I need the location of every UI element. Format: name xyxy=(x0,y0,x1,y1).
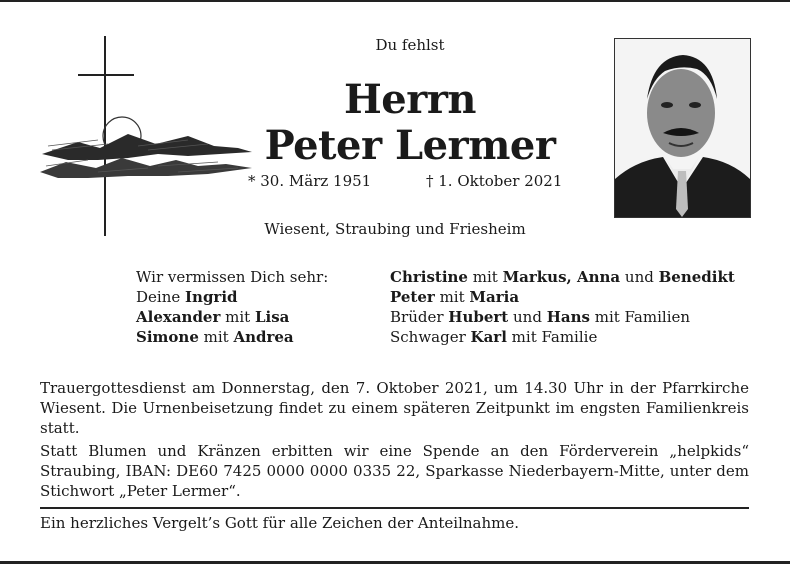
thanks-line: Ein herzliches Vergelt’s Gott für alle Zeichen der Anteilnahme. xyxy=(40,514,520,532)
cross-vertical-beam xyxy=(104,36,106,236)
mourner-line-right-2 xyxy=(390,287,770,307)
portrait-photo xyxy=(614,38,751,218)
mourner-name: Lisa xyxy=(254,308,290,326)
mourner-text: mit Familie xyxy=(506,328,598,346)
mourner-name: Hans xyxy=(546,308,590,326)
mourner-text: mit xyxy=(220,308,255,326)
cross-landscape-illustration xyxy=(38,36,258,236)
mourner-line-right-4 xyxy=(390,327,770,347)
mourner-line-right-1 xyxy=(390,267,770,287)
donation-request: Statt Blumen und Kränzen erbitten wir eine Spende an den Förderverein „helpkids“ Straubing, IBAN: DE60 7425 0000 0000 0335 22, Sparkasse Niederbayern-Mitte, unter dem Stichwort „Peter Lermer“. xyxy=(40,442,749,500)
birth-date: * 30. März 1951 xyxy=(248,172,372,190)
mourner-text: und xyxy=(508,308,547,326)
service-announcement: Trauergottesdienst am Donnerstag, den 7. Oktober 2021, um 14.30 Uhr in der Pfarrkirche Wiesent. Die Urnenbeisetzung findet zu einem späteren Zeitpunkt im engsten Familienkreis statt. xyxy=(40,379,749,437)
mourner-name: Andrea xyxy=(233,328,294,346)
mourner-line-left-4 xyxy=(136,327,376,347)
mourner-name: Ingrid xyxy=(185,288,238,306)
mourner-name: Markus, Anna xyxy=(502,268,621,286)
mourner-name: Maria xyxy=(469,288,520,306)
mourner-line-left-2 xyxy=(136,287,376,307)
mourner-text: Brüder xyxy=(390,308,449,326)
cross-horizontal-beam xyxy=(78,74,134,76)
eyebrow-text: Du fehlst xyxy=(375,36,445,54)
mourner-text: und xyxy=(620,268,659,286)
mourner-line-left-3 xyxy=(136,307,376,327)
mourner-text: Schwager xyxy=(390,328,471,346)
mountain-ridge xyxy=(42,134,252,160)
mourner-text: mit xyxy=(198,328,234,346)
top-border xyxy=(0,0,790,2)
mourner-text: mit xyxy=(434,288,470,306)
mourner-name: Benedikt xyxy=(658,268,735,286)
mourner-text: Deine xyxy=(136,288,186,306)
divider-line xyxy=(40,507,749,509)
mourner-name: Christine xyxy=(390,268,468,286)
places-line: Wiesent, Straubing und Friesheim xyxy=(264,220,526,238)
mourners-right-column xyxy=(390,267,770,347)
mourner-name: Alexander xyxy=(136,308,221,326)
portrait-image xyxy=(615,39,750,217)
mourner-name: Peter xyxy=(390,288,435,306)
mourner-name: Karl xyxy=(470,328,507,346)
mourner-text: mit Familien xyxy=(589,308,691,326)
title-honorific: Herrn xyxy=(344,76,476,123)
deceased-name: Peter Lermer xyxy=(264,122,556,169)
mourner-name: Simone xyxy=(136,328,199,346)
mourner-line-left-1 xyxy=(136,267,376,287)
mourner-name: Hubert xyxy=(448,308,509,326)
mourner-line-right-3 xyxy=(390,307,770,327)
mourner-text: mit xyxy=(467,268,503,286)
mourners-left-column xyxy=(136,267,376,347)
mourner-text: Wir vermissen Dich sehr: xyxy=(136,268,329,286)
death-date: † 1. Oktober 2021 xyxy=(426,172,563,190)
